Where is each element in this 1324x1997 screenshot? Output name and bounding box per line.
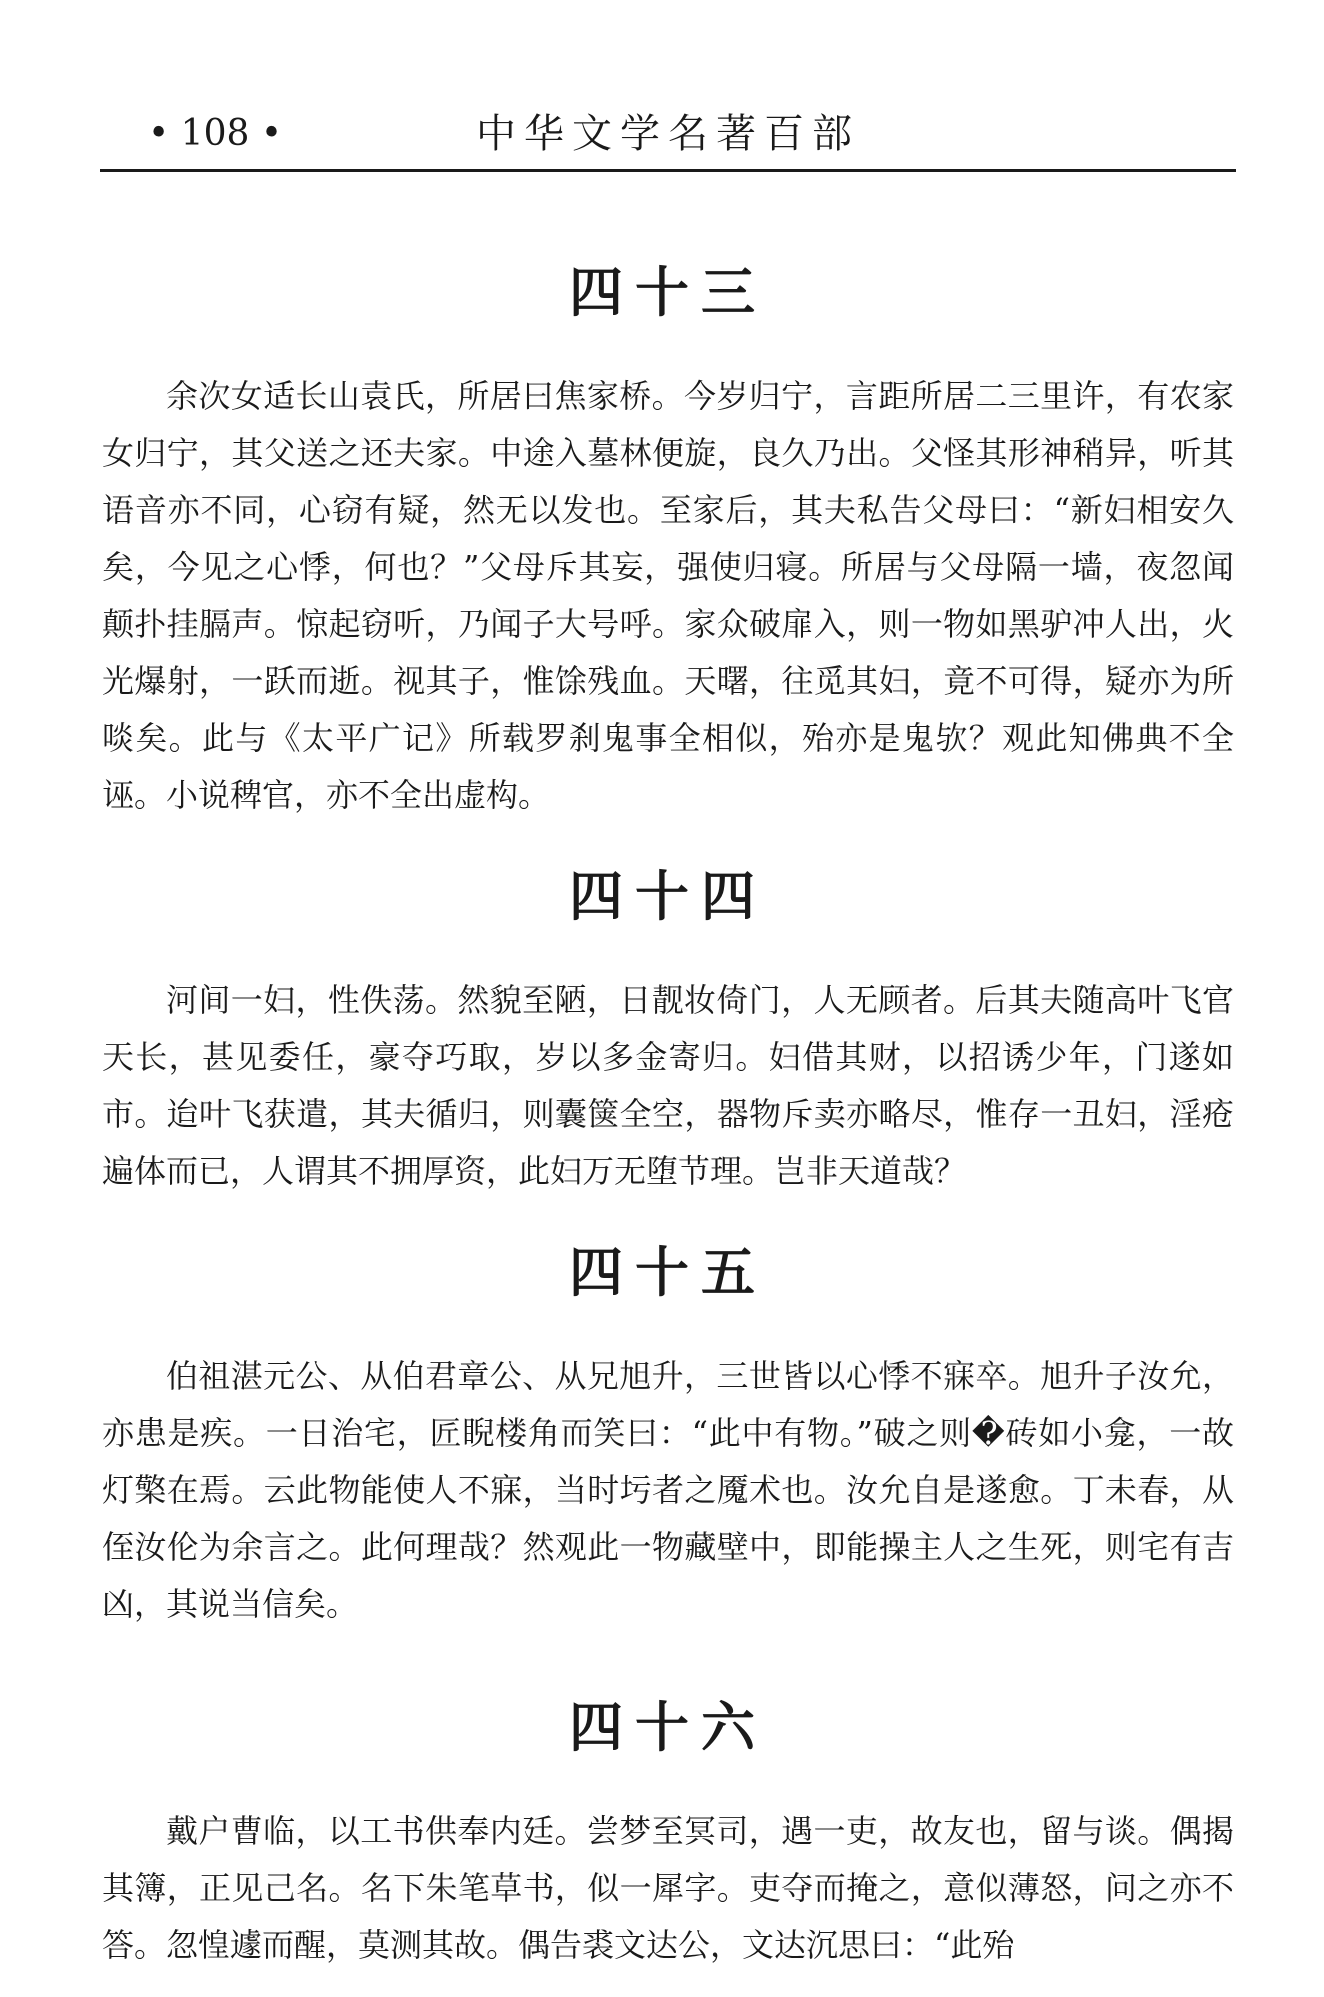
section-44 <box>102 862 1234 1200</box>
page-number: • 108 • <box>148 113 283 154</box>
section-46 <box>102 1693 1234 1974</box>
section-title: 四十六 <box>569 1696 767 1759</box>
header-rule <box>100 169 1236 172</box>
section-title: 四十三 <box>569 261 767 324</box>
running-title: 中华文学名著百部 <box>476 111 860 157</box>
section-paragraph: 余次女适长山袁氏，所居曰焦家桥。今岁归宁，言距所居二三里许，有农家女归宁，其父送之还夫家。中途入墓林便旋，良久乃出。父怪其形神稍异，听其语音亦不同，心窃有疑，然无以发也。至家后，其夫私告父母曰：“新妇相安久矣，今见之心悸，何也？”父母斥其妄，强使归寝。所居与父母隔一墙，夜忽闻颠扑挂膈声。惊起窃听，乃闻子大号呼。家众破扉入，则一物如黑驴冲人出，火光爆射，一跃而逝。视其子，惟馀残血。天曙，往觅其妇，竟不可得，疑亦为所啖矣。此与《太平广记》所载罗刹鬼事全相似，殆亦是鬼欤？观此知佛典不全诬。小说稗官，亦不全出虚构。 <box>102 377 1234 814</box>
section-paragraph: 戴户曹临，以工书供奉内廷。尝梦至冥司，遇一吏，故友也，留与谈。偶揭其簿，正见己名。名下朱笔草书，似一犀字。吏夺而掩之，意似薄怒，问之亦不答。忽惶遽而醒，莫测其故。偶告裘文达公，文达沉思曰：“此殆 <box>102 1812 1234 1964</box>
section-45 <box>102 1238 1234 1633</box>
section-title: 四十五 <box>569 1241 767 1304</box>
section-paragraph: 伯祖湛元公、从伯君章公、从兄旭升，三世皆以心悸不寐卒。旭升子汝允，亦患是疾。一日治宅，匠睨楼角而笑曰：“此中有物。”破之则�砖如小龛，一故灯檠在焉。云此物能使人不寐，当时圬者之魇术也。汝允自是遂愈。丁未春，从侄汝伦为余言之。此何理哉？然观此一物藏壁中，即能操主人之生死，则宅有吉凶，其说当信矣。 <box>102 1357 1234 1623</box>
section-title: 四十四 <box>569 865 767 928</box>
page-header <box>100 108 1236 168</box>
page-body <box>102 258 1234 1974</box>
section-43 <box>102 258 1234 824</box>
section-paragraph: 河间一妇，性佚荡。然貌至陋，日靓妆倚门，人无顾者。后其夫随高叶飞官天长，甚见委任，豪夺巧取，岁以多金寄归。妇借其财，以招诱少年，门遂如市。迨叶飞获遣，其夫循归，则囊箧全空，器物斥卖亦略尽，惟存一丑妇，淫疮遍体而已，人谓其不拥厚资，此妇万无堕节理。岂非天道哉？ <box>102 981 1234 1190</box>
